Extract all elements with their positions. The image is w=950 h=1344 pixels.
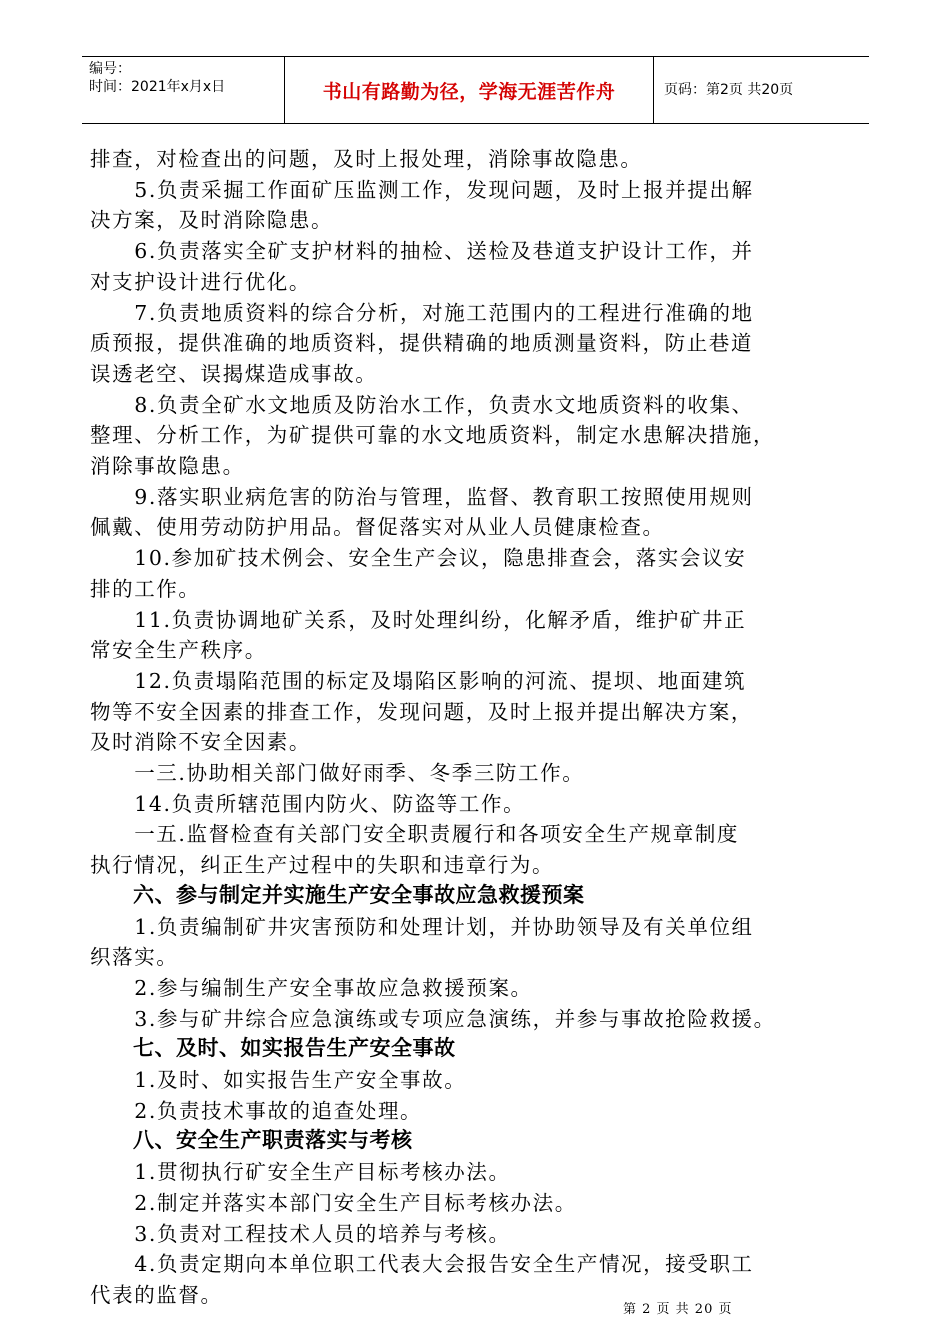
text-line: 误透老空、误揭煤造成事故。 [90, 361, 378, 386]
text-line: 常安全生产秩序。 [90, 638, 267, 663]
text-line: 3.参与矿井综合应急演练或专项应急演练，并参与事故抢险救援。 [90, 1006, 776, 1031]
text-line: 5.负责采掘工作面矿压监测工作，发现问题，及时上报并提出解 [90, 177, 754, 202]
number-label: 编号： [89, 61, 131, 77]
section-heading: 六、参与制定并实施生产安全事故应急救援预案 [90, 882, 585, 907]
text-line: 1.及时、如实报告生产安全事故。 [90, 1068, 467, 1092]
motto-text: 书山有路勤为径，学海无涯苦作舟 [322, 80, 616, 103]
page-header [82, 56, 869, 124]
text-line: 决方案，及时消除隐患。 [90, 208, 334, 233]
page-code: 页码：第2页 共20页 [664, 81, 794, 98]
text-line: 整理、分析工作，为矿提供可靠的水文地质资料，制定水患解决措施， [90, 423, 776, 448]
text-line: 一三.协助相关部门做好雨季、冬季三防工作。 [90, 761, 585, 785]
text-line: 佩戴、使用劳动防护用品。督促落实对从业人员健康检查。 [90, 515, 665, 540]
text-line: 1.贯彻执行矿安全生产目标考核办法。 [90, 1160, 511, 1185]
text-line: 消除事故隐患。 [90, 454, 245, 478]
page-footer: 第 2 页 共 20 页 [623, 1302, 733, 1317]
text-line: 2.制定并落实本部门安全生产目标考核办法。 [90, 1190, 577, 1215]
text-line: 一五.监督检查有关部门安全职责履行和各项安全生产规章制度 [90, 822, 740, 847]
text-line: 对支护设计进行优化。 [90, 269, 311, 294]
text-line: 8.负责全矿水文地质及防治水工作，负责水文地质资料的收集、 [90, 392, 754, 417]
header-page-cell [654, 57, 869, 123]
text-line: 排查，对检查出的问题，及时上报处理，消除事故隐患。 [90, 147, 643, 171]
text-line: 3.负责对工程技术人员的培养与考核。 [90, 1221, 511, 1246]
text-line: 及时消除不安全因素。 [90, 730, 311, 755]
time-label: 时间：2021年x月x日 [89, 79, 226, 95]
header-motto-cell [284, 57, 654, 123]
text-line: 7.负责地质资料的综合分析，对施工范围内的工程进行准确的地 [90, 300, 754, 325]
text-line: 6.负责落实全矿支护材料的抽检、送检及巷道支护设计工作，并 [90, 239, 754, 264]
text-line: 排的工作。 [90, 576, 201, 601]
text-line: 10.参加矿技术例会、安全生产会议，隐患排查会，落实会议安 [90, 546, 747, 571]
text-line: 物等不安全因素的排查工作，发现问题，及时上报并提出解决方案， [90, 699, 753, 724]
text-line: 4.负责定期向本单位职工代表大会报告安全生产情况，接受职工 [90, 1252, 754, 1277]
text-line: 执行情况，纠正生产过程中的失职和违章行为。 [90, 853, 555, 878]
text-line: 2.参与编制生产安全事故应急救援预案。 [90, 975, 533, 1000]
section-heading: 七、及时、如实报告生产安全事故 [90, 1036, 456, 1061]
text-line: 12.负责塌陷范围的标定及塌陷区影响的河流、提坝、地面建筑 [90, 668, 747, 693]
text-line: 质预报，提供准确的地质资料，提供精确的地质测量资料，防止巷道 [90, 331, 753, 356]
section-heading: 八、安全生产职责落实与考核 [90, 1128, 413, 1153]
text-line: 1.负责编制矿井灾害预防和处理计划，并协助领导及有关单位组 [90, 914, 754, 939]
text-line: 11.负责协调地矿关系，及时处理纠纷，化解矛盾，维护矿井正 [90, 607, 747, 632]
text-line: 2.负责技术事故的追查处理。 [90, 1098, 423, 1123]
text-line: 9.落实职业病危害的防治与管理，监督、教育职工按照使用规则 [90, 484, 754, 509]
text-line: 代表的监督。 [90, 1282, 223, 1307]
text-line: 织落实。 [90, 945, 179, 970]
text-line: 14.负责所辖范围内防火、防盗等工作。 [90, 791, 526, 816]
header-meta [82, 57, 282, 123]
